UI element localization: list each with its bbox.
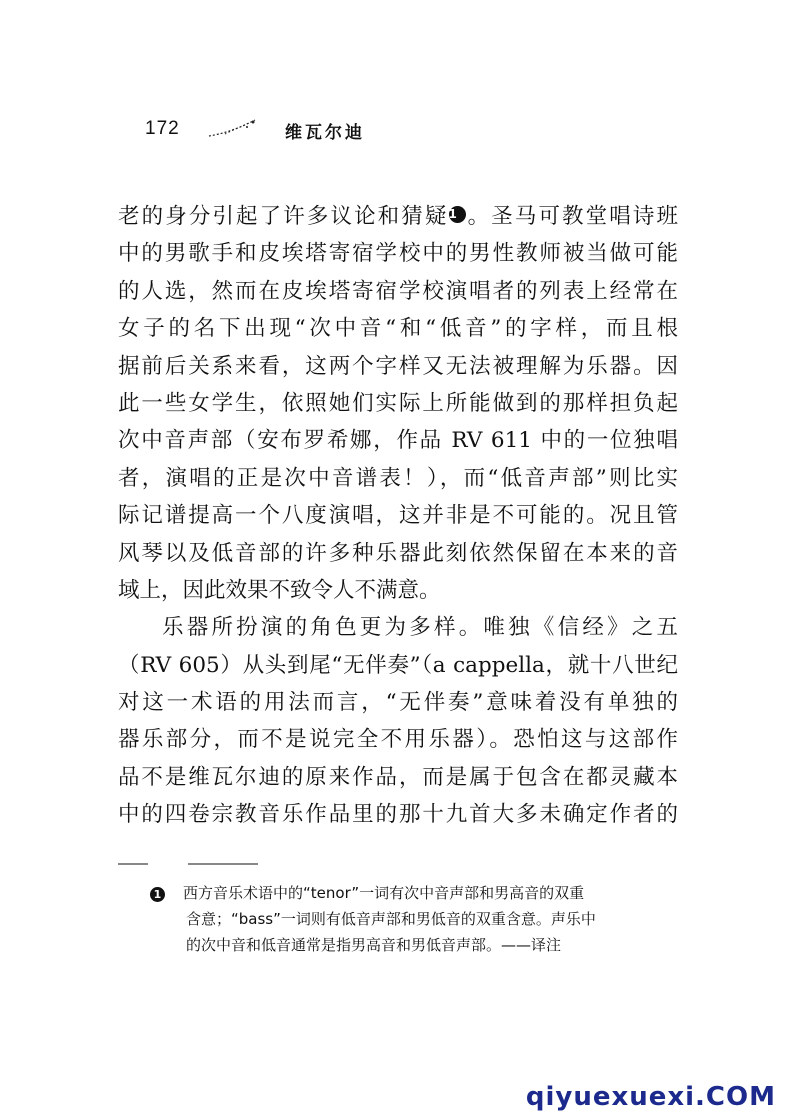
text-line: 际记谱提高一个八度演唱，这并非是不可能的。况且管 bbox=[118, 503, 678, 529]
text-line: 的人选，然而在皮埃塔寄宿学校演唱者的列表上经常在 bbox=[118, 278, 678, 304]
text-line: 据前后关系来看，这两个字样又无法被理解为乐器。因 bbox=[118, 353, 678, 379]
text-line: 器乐部分，而不是说完全不用乐器）。恐怕这与这部作 bbox=[118, 727, 678, 753]
footnote-marker[interactable]: 1 bbox=[449, 206, 466, 223]
footnote-line: 含意；“bass”一词则有低音声部和男低音的双重含意。声乐中 bbox=[186, 910, 596, 928]
text-line: 中的男歌手和皮埃塔寄宿学校中的男性教师被当做可能 bbox=[118, 241, 678, 267]
text-line: 乐器所扮演的角色更为多样。唯独《信经》之五 bbox=[162, 615, 678, 641]
quill-ornament-icon bbox=[207, 118, 259, 142]
text-line: 次中音声部（安布罗希娜，作品 RV 611 中的一位独唱 bbox=[118, 428, 678, 454]
text-segment: 。圣马可教堂唱诗班 bbox=[465, 204, 678, 229]
text-line: 者，演唱的正是次中音谱表！），而“低音声部”则比实 bbox=[118, 465, 678, 491]
text-line: （RV 605）从头到尾“无伴奏”（a cappella，就十八世纪 bbox=[118, 652, 678, 678]
site-watermark: qiyuexuexi.COM bbox=[525, 1082, 776, 1112]
running-header bbox=[145, 118, 445, 148]
text-line: 此一些女学生，依照她们实际上所能做到的那样担负起 bbox=[118, 390, 678, 416]
footnote-separator bbox=[118, 858, 258, 870]
footnote-line bbox=[150, 880, 660, 906]
text-line: 风琴以及低音部的许多种乐器此刻依然保留在本来的音 bbox=[118, 540, 678, 566]
footnote-number: 1 bbox=[150, 887, 165, 902]
text-line: 对这一术语的用法而言，“无伴奏”意味着没有单独的 bbox=[118, 690, 678, 716]
text-line: 女子的名下出现“次中音“和“低音”的字样，而且根 bbox=[118, 316, 678, 342]
page-number: 172 bbox=[145, 118, 180, 139]
text-segment: 老的身分引起了许多议论和猜疑 bbox=[118, 204, 449, 229]
running-title: 维瓦尔迪 bbox=[285, 123, 365, 143]
footnote-line: 的次中音和低音通常是指男高音和男低音声部。——译注 bbox=[186, 936, 562, 954]
text-line bbox=[118, 198, 678, 235]
text-line: 品不是维瓦尔迪的原来作品，而是属于包含在都灵藏本 bbox=[118, 764, 678, 790]
text-line: 中的四卷宗教音乐作品里的那十九首大多未确定作者的 bbox=[118, 802, 678, 828]
footnote-text: 西方音乐术语中的“tenor”一词有次中音声部和男高音的双重 bbox=[183, 884, 585, 902]
body-text bbox=[118, 198, 678, 834]
footnote bbox=[150, 880, 660, 958]
text-line: 域上，因此效果不致令人不满意。 bbox=[118, 577, 441, 603]
